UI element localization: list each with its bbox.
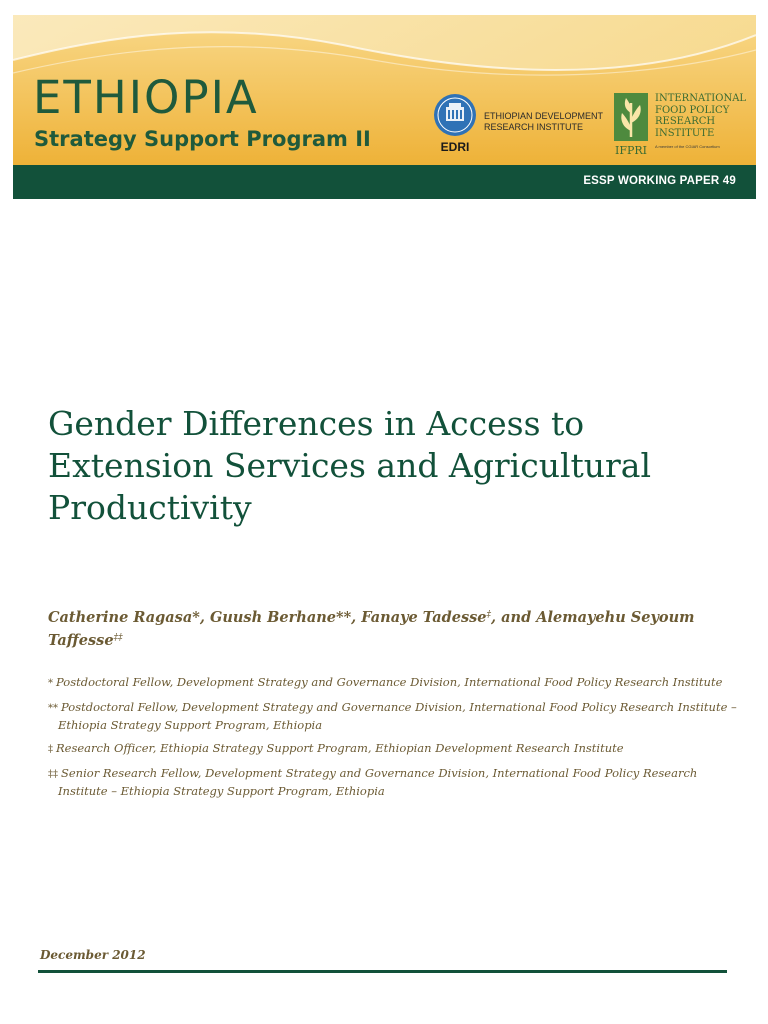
- affiliation-item: [48, 674, 738, 692]
- ifpri-logo-icon: [614, 93, 648, 157]
- banner-subtitle: Strategy Support Program II: [34, 127, 371, 151]
- edri-acronym: EDRI: [440, 140, 470, 153]
- edri-name: [484, 111, 604, 133]
- affiliation-item: [48, 765, 738, 799]
- ifpri-name-line2: FOOD POLICY: [655, 104, 730, 116]
- edri-name-line1: ETHIOPIAN DEVELOPMENT: [484, 111, 604, 121]
- footer-rule: [38, 970, 727, 973]
- edri-name-line2: RESEARCH INSTITUTE: [484, 122, 584, 132]
- author-berhane: Guush Berhane**,: [209, 609, 357, 626]
- author-separator: ,: [491, 609, 497, 626]
- ifpri-name: [655, 93, 755, 139]
- ifpri-acronym: IFPRI: [614, 144, 648, 157]
- series-label: ESSP WORKING PAPER 49: [583, 175, 736, 187]
- series-bar: [13, 165, 756, 199]
- publication-date: December 2012: [40, 948, 146, 962]
- affiliation-list: [48, 674, 738, 806]
- affiliation-mark: ‡: [48, 744, 53, 755]
- affiliation-mark: **: [48, 703, 58, 714]
- ifpri-tagline: A member of the CGIAR Consortium: [655, 144, 720, 149]
- ifpri-name-line3: RESEARCH: [655, 116, 716, 127]
- author-taffesse-mark: ‡‡: [113, 633, 123, 643]
- edri-logo-icon: [431, 93, 479, 153]
- affiliation-item: [48, 740, 738, 758]
- affiliation-text: Postdoctoral Fellow, Development Strategy and Governance Division, International Food Policy Research Institute – Ethiopia Strategy Support Program, Ethiopia: [58, 700, 737, 732]
- paper-title: Gender Differences in Access to Extension Services and Agricultural Productivity: [48, 404, 652, 527]
- affiliation-text: Research Officer, Ethiopia Strategy Support Program, Ethiopian Development Research Institute: [56, 741, 624, 755]
- affiliation-text: Postdoctoral Fellow, Development Strategy and Governance Division, International Food Policy Research Institute: [56, 675, 723, 689]
- author-tadesse-mark: ‡: [486, 610, 492, 620]
- banner-title: ETHIOPIA: [33, 71, 259, 124]
- author-tadesse: Fanaye Tadesse: [361, 609, 487, 626]
- author-ragasa: Catherine Ragasa*,: [48, 609, 205, 626]
- author-taffesse: Alemayehu Seyoum Taffesse: [48, 609, 695, 649]
- author-list: [48, 605, 728, 651]
- affiliation-mark: *: [48, 678, 53, 689]
- header-banner: [13, 15, 756, 165]
- ifpri-name-line1: INTERNATIONAL: [655, 93, 747, 104]
- affiliation-mark: ‡‡: [48, 769, 58, 780]
- ifpri-name-line4: INSTITUTE: [655, 127, 715, 139]
- affiliation-text: Senior Research Fellow, Development Strategy and Governance Division, International Food Policy Research Institute – Ethiopia Strategy Support Program, Ethiopia: [58, 766, 698, 798]
- author-conjunction: and: [501, 609, 532, 626]
- affiliation-item: [48, 699, 738, 733]
